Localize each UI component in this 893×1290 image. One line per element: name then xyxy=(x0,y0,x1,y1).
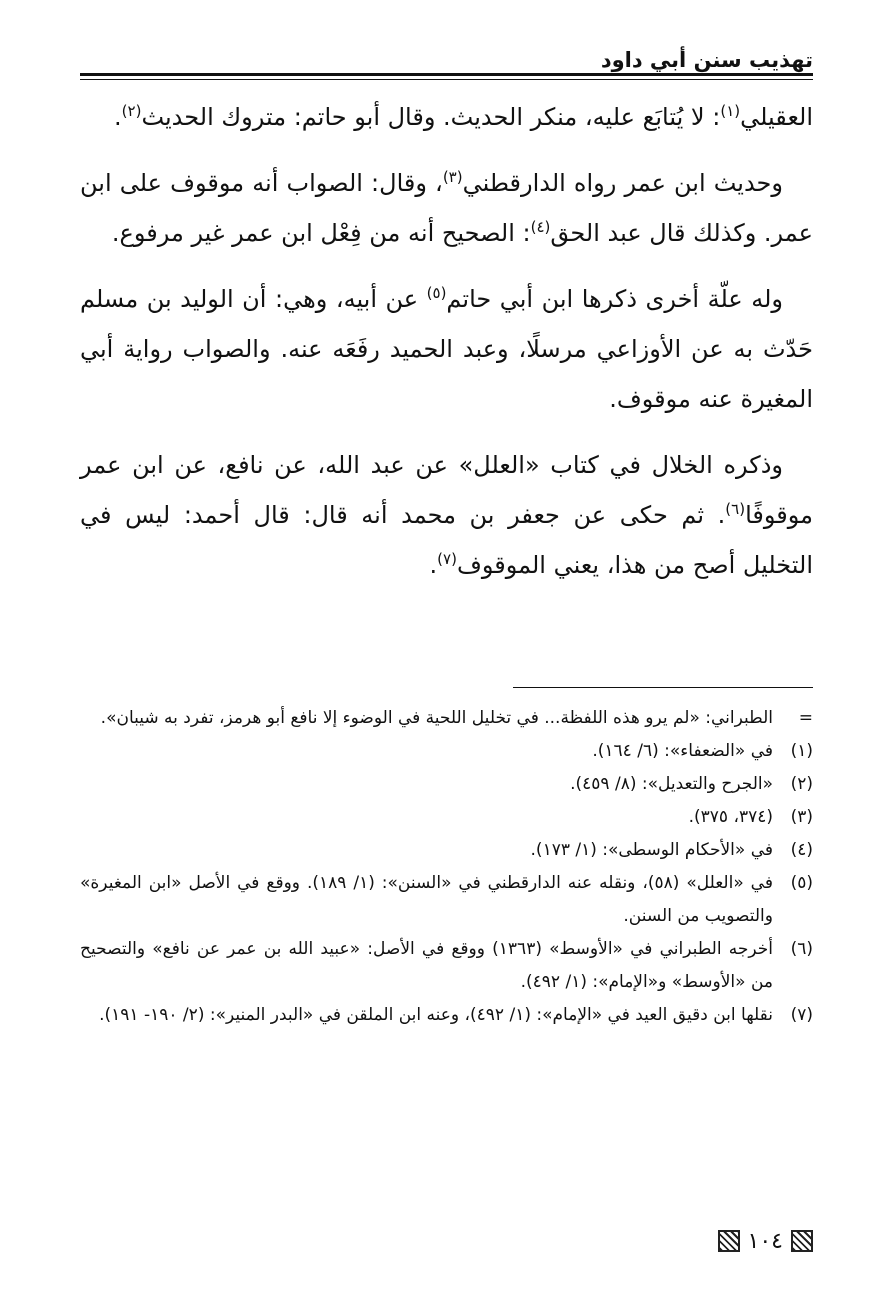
paragraph-1 xyxy=(80,92,813,142)
footnote-5 xyxy=(80,867,813,933)
footnote-1 xyxy=(80,735,813,768)
text-run: العقيلي xyxy=(740,103,813,131)
footnote-text: نقلها ابن دقيق العيد في «الإمام»: (١/ ٤٩٢)، وعنه ابن الملقن في «البدر المنير»: (٢/ ١٩٠- ١٩١). xyxy=(99,1005,773,1025)
footnote-number: (٥) xyxy=(790,873,813,893)
footnote-text: في «العلل» (٥٨)، ونقله عنه الدارقطني في «السنن»: (١/ ١٨٩). ووقع في الأصل «ابن المغيرة» والتصويب من السنن. xyxy=(80,873,773,926)
text-run: وحديث ابن عمر رواه الدارقطني xyxy=(462,169,783,197)
text-run: ، وقال: الصواب أنه موقوف على ابن عمر. وكذلك قال عبد الحق xyxy=(80,169,813,247)
footnote-text: الطبراني: «لم يرو هذه اللفظة... في تخليل اللحية في الوضوء إلا نافع أبو هرمز، تفرد به شيبان». xyxy=(100,708,773,728)
text-run: عن أبيه، وهي: أن الوليد بن مسلم حَدّث به عن الأوزاعي مرسلًا، وعبد الحميد رفَعَه عنه. والصواب رواية أبي المغيرة عنه موقوف. xyxy=(80,285,813,413)
footnote-number: (٤) xyxy=(790,840,813,860)
page-folio xyxy=(718,1226,813,1256)
footnote-6 xyxy=(80,933,813,999)
footnote-number: (٣) xyxy=(790,807,813,827)
text-run: : الصحيح أنه من فِعْل ابن عمر غير مرفوع. xyxy=(111,219,531,247)
main-text xyxy=(80,92,813,606)
footnote-text: (٣٧٤، ٣٧٥). xyxy=(688,807,773,827)
footnote-7 xyxy=(80,999,813,1032)
header-rule-thin xyxy=(80,79,813,80)
footnotes xyxy=(80,702,813,1032)
footnote-text: في «الأحكام الوسطى»: (١/ ١٧٣). xyxy=(530,840,773,860)
footnote-number: (٢) xyxy=(790,774,813,794)
text-run: . xyxy=(429,551,438,579)
footnote-ref-3[interactable]: (٣) xyxy=(442,168,463,186)
footnote-ref-6[interactable]: (٦) xyxy=(725,500,746,518)
running-header xyxy=(80,44,813,80)
footnote-number: (١) xyxy=(790,741,813,761)
running-title: تهذيب سنن أبي داود xyxy=(600,48,813,72)
text-run: . xyxy=(114,103,122,131)
footnote-continuation xyxy=(80,702,813,735)
header-rule-thick xyxy=(80,73,813,76)
footnote-4 xyxy=(80,834,813,867)
paragraph-3 xyxy=(80,274,813,424)
text-run: . ثم حكى عن جعفر بن محمد أنه قال: قال أحمد: ليس في التخليل أصح من هذا، يعني الموقوف xyxy=(80,501,813,579)
paragraph-2 xyxy=(80,158,813,258)
footnote-ref-2[interactable]: (٢) xyxy=(121,102,142,120)
footnote-text: «الجرح والتعديل»: (٨/ ٤٥٩). xyxy=(570,774,773,794)
footnote-number: (٧) xyxy=(790,1005,813,1025)
text-run: : لا يُتابَع عليه، منكر الحديث. وقال أبو حاتم: متروك الحديث xyxy=(141,103,721,131)
footnote-ref-7[interactable]: (٧) xyxy=(437,550,457,568)
footnote-ref-4[interactable]: (٤) xyxy=(530,218,551,236)
square-ornament-icon xyxy=(791,1230,813,1252)
footnote-2 xyxy=(80,768,813,801)
footnote-ref-5[interactable]: (٥) xyxy=(426,284,447,302)
footnote-text: أخرجه الطبراني في «الأوسط» (١٣٦٣) ووقع في الأصل: «عبيد الله بن عمر عن نافع» والتصحيح من «الأوسط» و«الإمام»: (١/ ٤٩٢). xyxy=(80,939,773,992)
paragraph-4 xyxy=(80,440,813,590)
text-run: وله علّة أخرى ذكرها ابن أبي حاتم xyxy=(446,285,783,313)
footnote-3 xyxy=(80,801,813,834)
square-ornament-icon xyxy=(718,1230,740,1252)
footnote-number: = xyxy=(798,708,813,728)
footnote-text: في «الضعفاء»: (٦/ ١٦٤). xyxy=(592,741,773,761)
footnote-ref-1[interactable]: (١) xyxy=(720,102,741,120)
footnote-separator xyxy=(513,687,813,688)
footnote-number: (٦) xyxy=(790,939,813,959)
page-number: ١٠٤ xyxy=(747,1228,783,1254)
text-run: وذكره الخلال في كتاب «العلل» عن عبد الله، عن نافع، عن ابن عمر موقوفًا xyxy=(80,451,813,529)
